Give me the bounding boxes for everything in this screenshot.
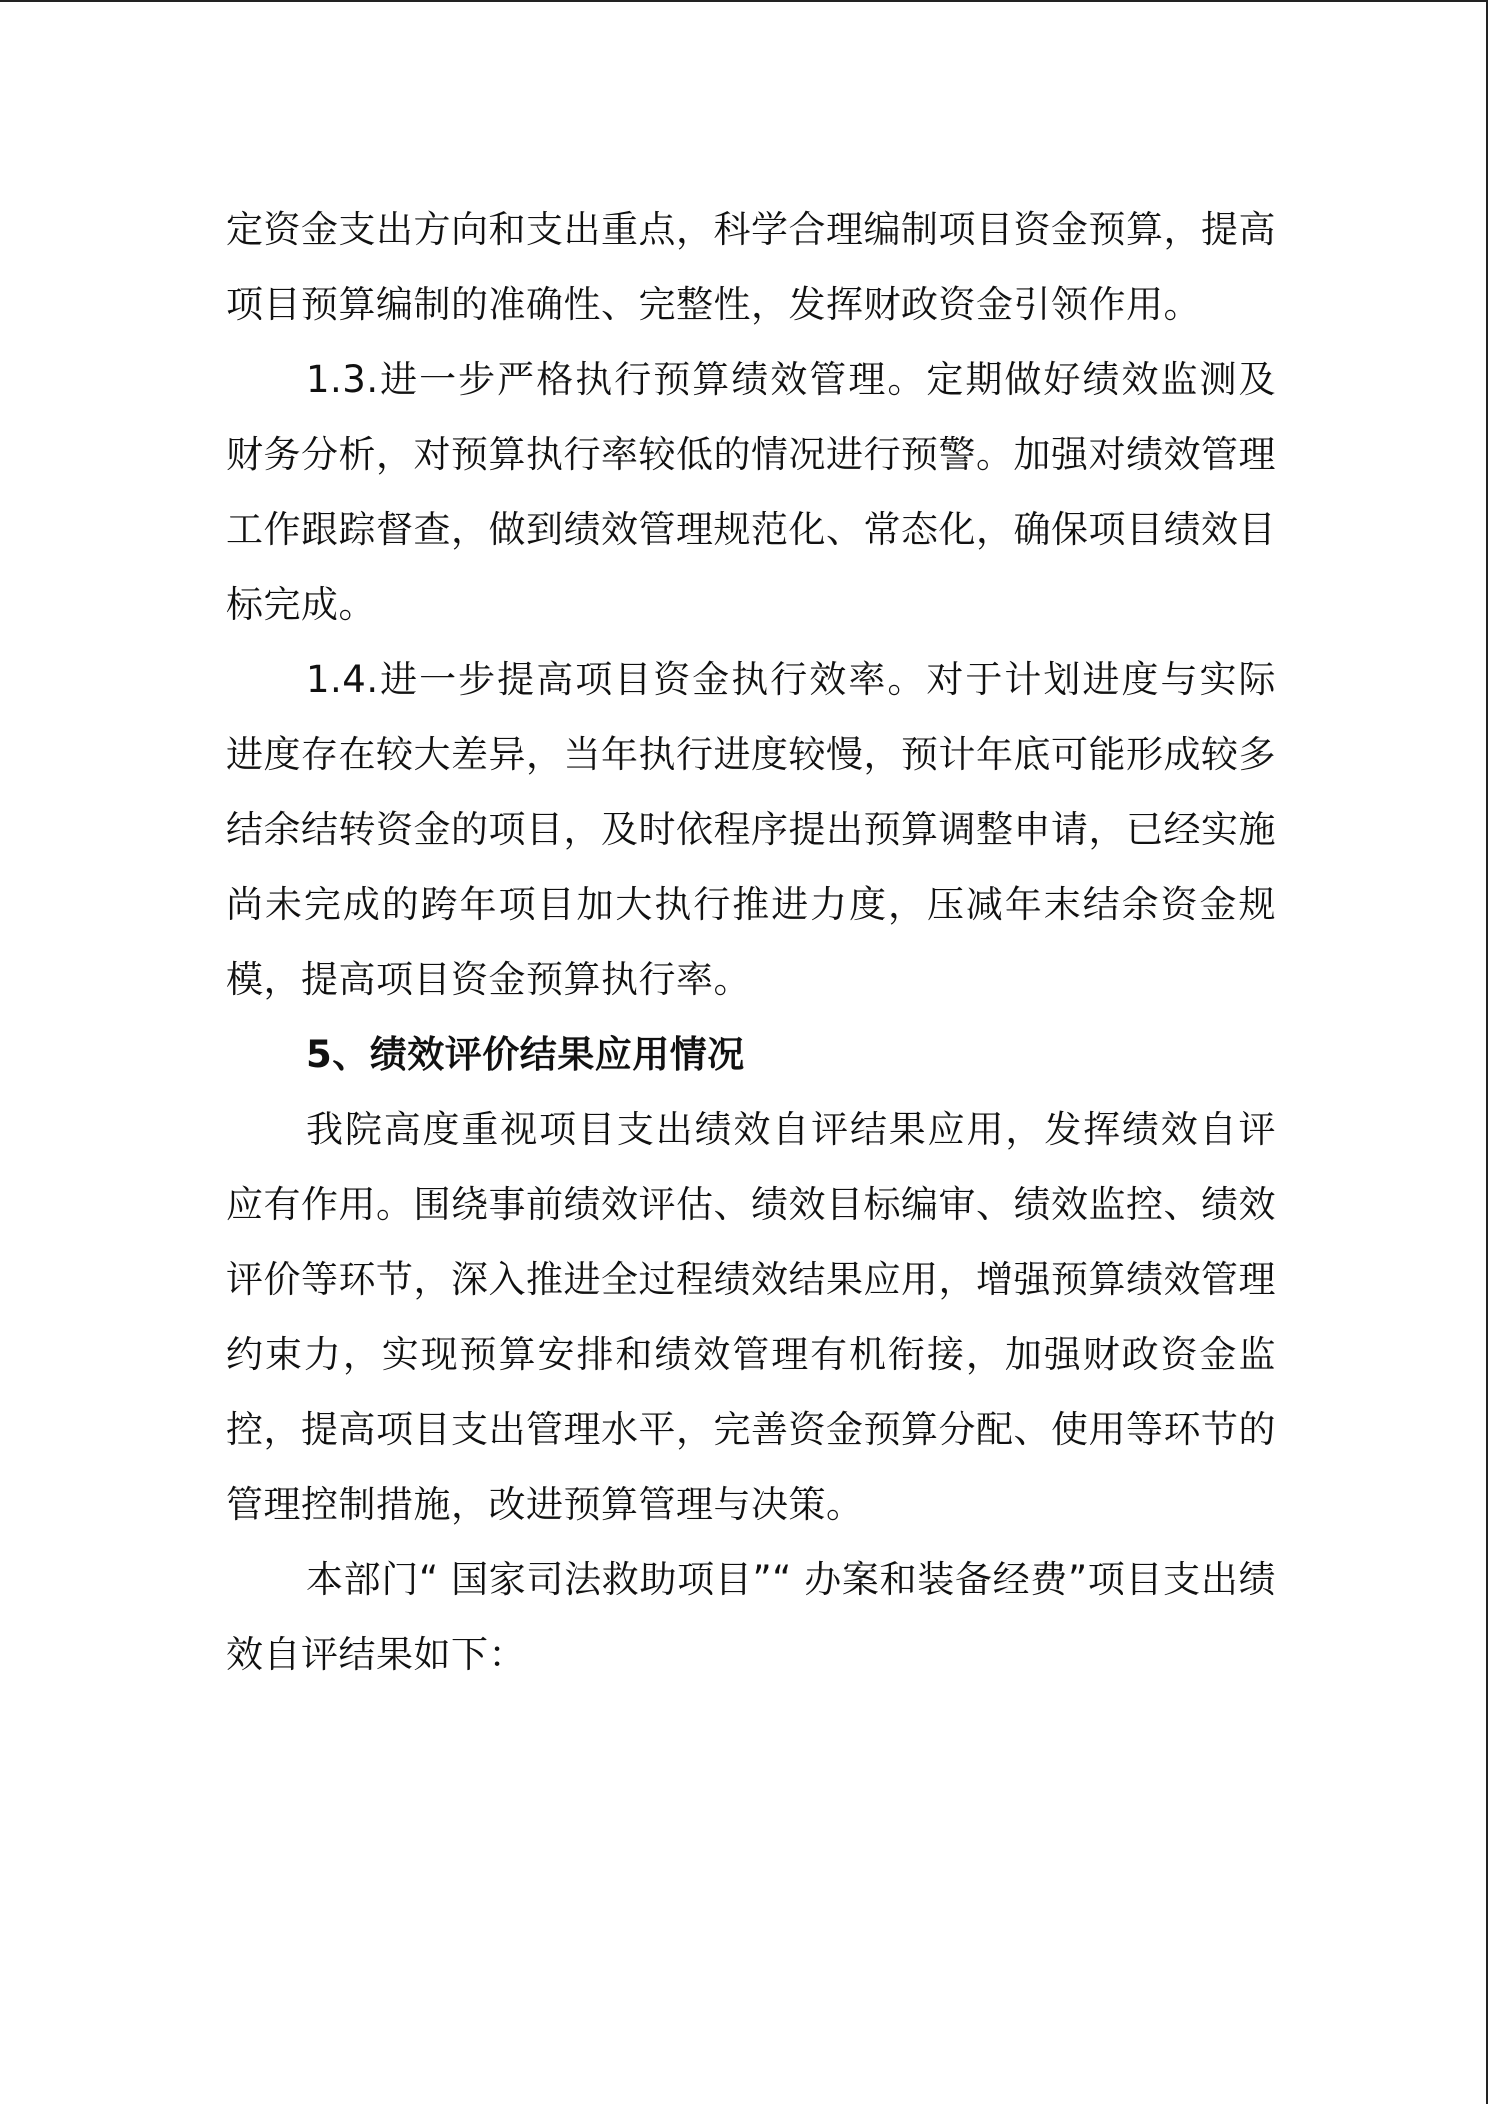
paragraph-funding-direction: 定资金支出方向和支出重点，科学合理编制项目资金预算，提高项目预算编制的准确性、完整性，发挥财政资金引领作用。: [226, 208, 1276, 326]
paragraph-self-evaluation-results: 本部门“ 国家司法救助项目”“ 办案和装备经费”项目支出绩效自评结果如下：: [226, 1558, 1276, 1676]
section-heading-5: 5、绩效评价结果应用情况: [306, 1033, 745, 1076]
paragraph-1-4-execution-efficiency: 1.4.进一步提高项目资金执行效率。对于计划进度与实际进度存在较大差异，当年执行进度较慢，预计年底可能形成较多结余结转资金的项目，及时依程序提出预算调整申请，已经实施尚未完成的跨年项目加大执行推进力度，压减年末结余资金规模，提高项目资金预算执行率。: [226, 658, 1276, 1001]
paragraph-1-3-performance-management: 1.3.进一步严格执行预算绩效管理。定期做好绩效监测及财务分析，对预算执行率较低的情况进行预警。加强对绩效管理工作跟踪督查，做到绩效管理规范化、常态化，确保项目绩效目标完成。: [226, 358, 1276, 626]
paragraph-results-application: 我院高度重视项目支出绩效自评结果应用，发挥绩效自评应有作用。围绕事前绩效评估、绩效目标编审、绩效监控、绩效评价等环节，深入推进全过程绩效结果应用，增强预算绩效管理约束力，实现预算安排和绩效管理有机衔接，加强财政资金监控，提高项目支出管理水平，完善资金预算分配、使用等环节的管理控制措施，改进预算管理与决策。: [226, 1108, 1276, 1526]
document-body: [226, 192, 1276, 1692]
